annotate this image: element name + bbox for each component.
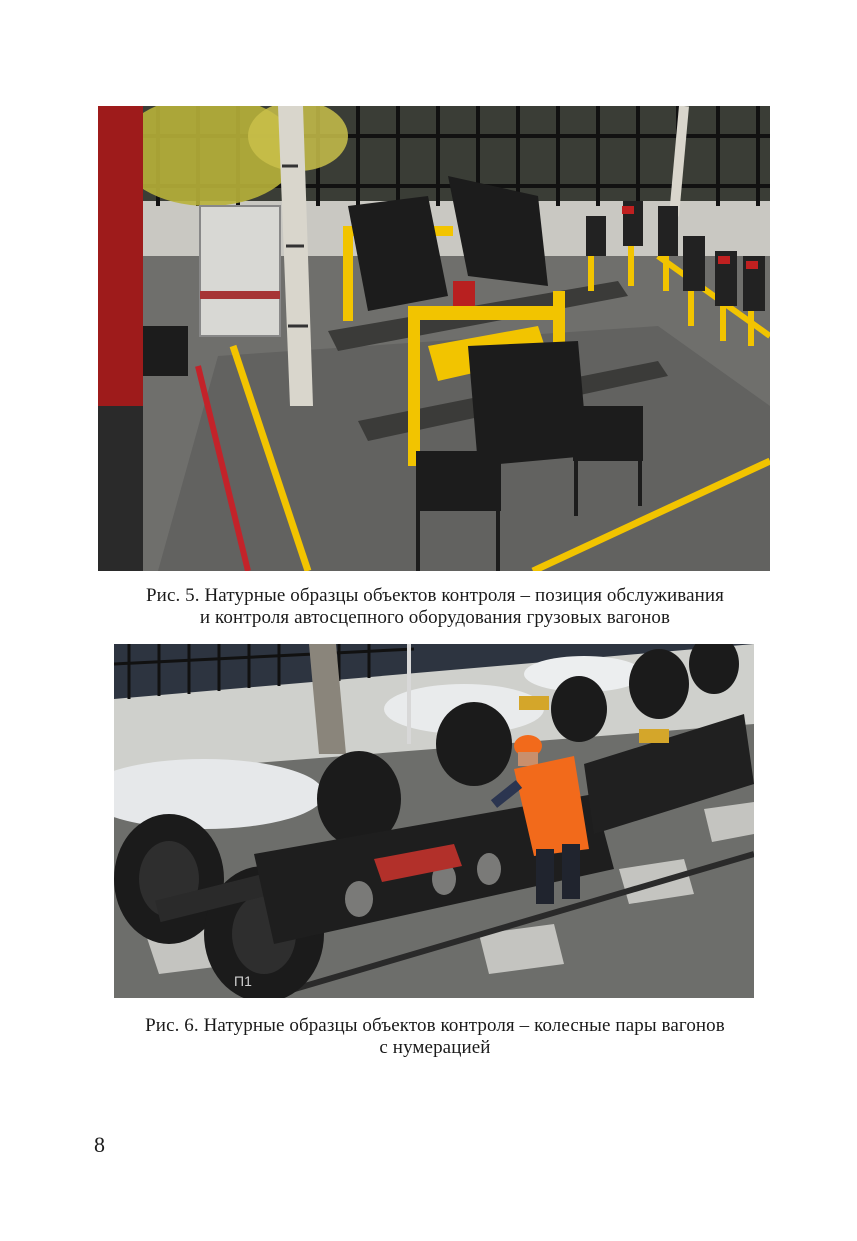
figure-5-caption-line-2: и контроля автосцепного оборудования грузовых вагонов [199, 607, 671, 628]
figure-6-caption-line-1: Рис. 6. Натурные образцы объектов контроля – колесные пары вагонов [145, 1015, 725, 1036]
figure-6-photo [114, 644, 754, 998]
wheelset-marking: П1 [234, 973, 252, 989]
figure-6-caption-line-2: с нумерацией [379, 1037, 491, 1058]
coupler-station-image [98, 106, 770, 571]
figure-5-caption [90, 585, 780, 629]
figure-6-caption [90, 1015, 780, 1059]
figure-5-photo [98, 106, 770, 571]
wheelsets-image [114, 644, 754, 998]
page-number: 8 [94, 1132, 105, 1157]
figure-5-caption-line-1: Рис. 5. Натурные образцы объектов контроля – позиция обслуживания [146, 585, 724, 606]
